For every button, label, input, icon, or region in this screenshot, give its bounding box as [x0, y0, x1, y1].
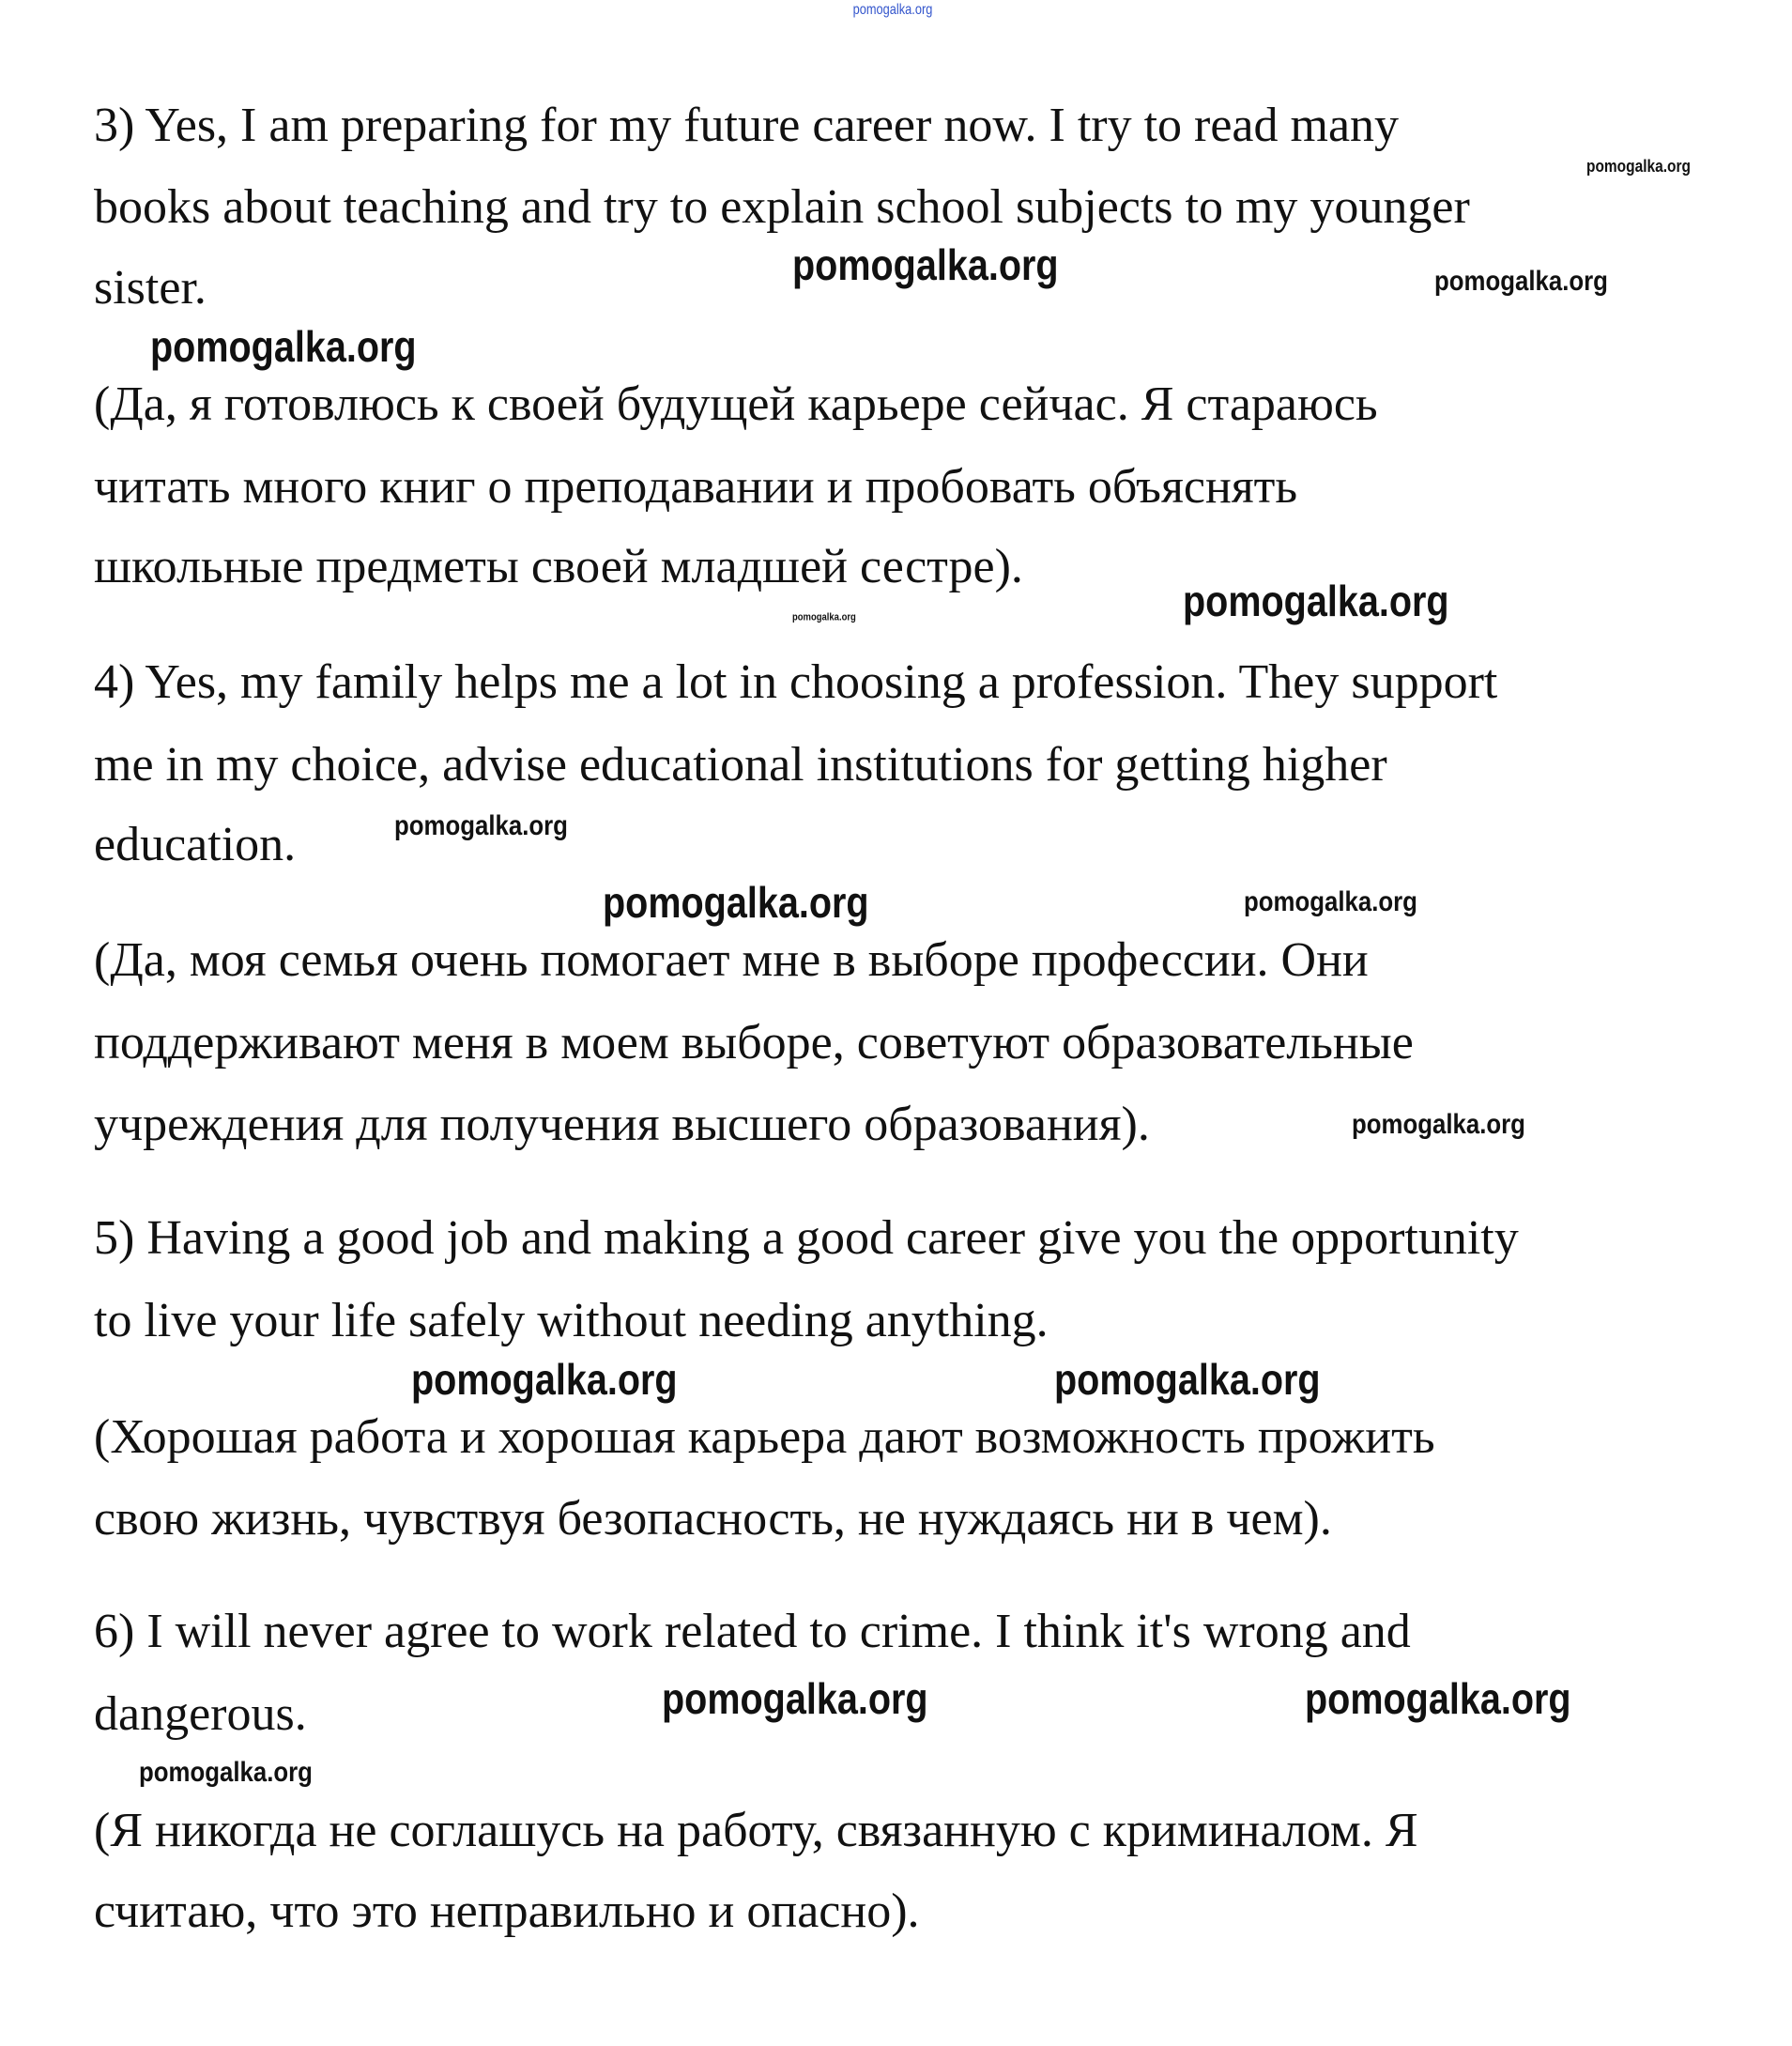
watermark: pomogalka.org	[792, 611, 856, 623]
watermark: pomogalka.org	[1586, 157, 1691, 176]
watermark: pomogalka.org	[792, 240, 1059, 289]
text-line: (Хорошая работа и хорошая карьера дают возможность прожить	[94, 1410, 1435, 1464]
text-line: education.	[94, 818, 297, 871]
text-line: books about teaching and try to explain school subjects to my younger	[94, 180, 1470, 234]
watermark: pomogalka.org	[1054, 1355, 1321, 1404]
text-line: me in my choice, advise educational institutions for getting higher	[94, 738, 1387, 792]
watermark: pomogalka.org	[1183, 577, 1449, 625]
text-line: школьные предметы своей младшей сестре).	[94, 540, 1023, 593]
watermark: pomogalka.org	[1305, 1674, 1571, 1723]
watermark: pomogalka.org	[150, 322, 417, 371]
watermark: pomogalka.org	[662, 1674, 928, 1723]
text-line: свою жизнь, чувствуя безопасность, не нуждаясь ни в чем).	[94, 1492, 1332, 1546]
watermark: pomogalka.org	[1244, 886, 1417, 917]
text-line: 6) I will never agree to work related to crime. I think it's wrong and	[94, 1605, 1411, 1658]
watermark: pomogalka.org	[139, 1757, 313, 1788]
watermark: pomogalka.org	[603, 878, 869, 927]
text-line: sister.	[94, 261, 207, 315]
text-line: (Я никогда не соглашусь на работу, связанную с криминалом. Я	[94, 1804, 1418, 1857]
watermark: pomogalka.org	[1352, 1109, 1525, 1140]
text-line: поддерживают меня в моем выборе, советуют образовательные	[94, 1016, 1414, 1069]
text-line: читать много книг о преподавании и пробовать объяснять	[94, 460, 1298, 514]
watermark: pomogalka.org	[411, 1355, 678, 1404]
watermark: pomogalka.org	[1434, 266, 1608, 297]
text-line: (Да, я готовлюсь к своей будущей карьере сейчас. Я стараюсь	[94, 377, 1378, 431]
text-line: (Да, моя семья очень помогает мне в выборе профессии. Они	[94, 933, 1369, 987]
text-line: 3) Yes, I am preparing for my future career now. I try to read many	[94, 99, 1400, 152]
text-line: to live your life safely without needing anything.	[94, 1294, 1049, 1347]
text-line: учреждения для получения высшего образования).	[94, 1098, 1150, 1151]
text-line: 4) Yes, my family helps me a lot in choosing a profession. They support	[94, 655, 1498, 709]
text-line: dangerous.	[94, 1687, 307, 1741]
watermark: pomogalka.org	[852, 2, 933, 18]
watermark: pomogalka.org	[394, 810, 568, 841]
text-line: считаю, что это неправильно и опасно).	[94, 1884, 920, 1938]
text-line: 5) Having a good job and making a good career give you the opportunity	[94, 1211, 1519, 1265]
